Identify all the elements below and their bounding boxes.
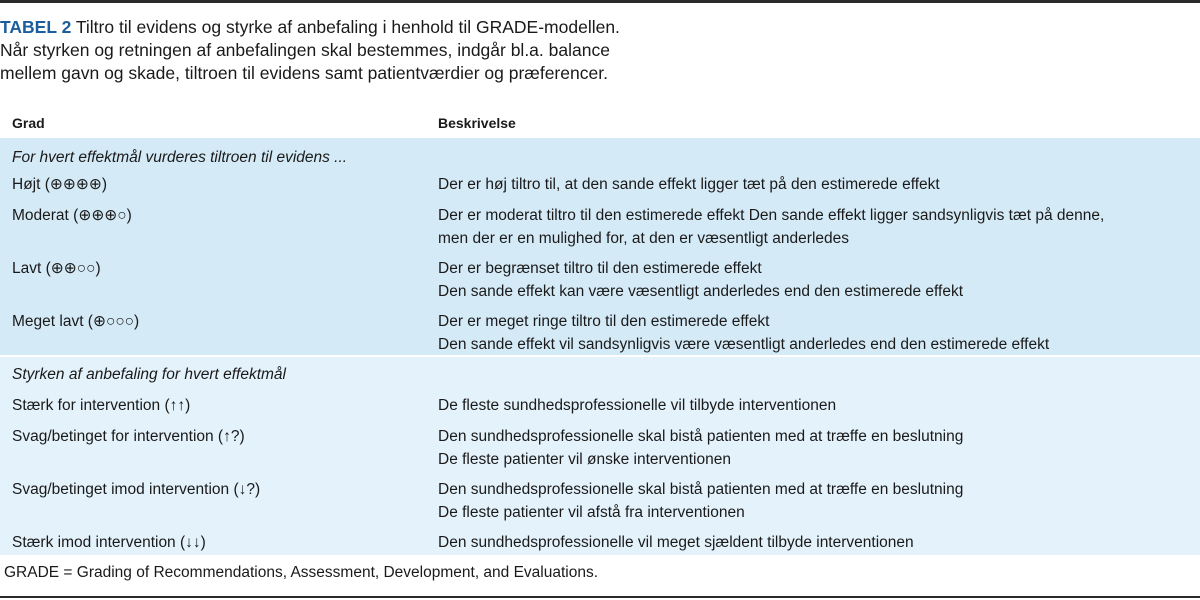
grade-cell: Stærk for intervention (↑↑) [12,397,191,414]
grade-cell: Lavt (⊕⊕○○) [12,260,101,277]
grade-cell: Svag/betinget imod intervention (↓?) [12,481,261,498]
description-line: Den sundhedsprofessionelle vil meget sjældent tilbyde interventionen [438,534,914,551]
grade-cell: Moderat (⊕⊕⊕○) [12,207,132,224]
description-line: De fleste patienter vil afstå fra interventionen [438,504,745,521]
description-line: men der er en mulighed for, at den er væsentligt anderledes [438,230,849,247]
grade-cell: Stærk imod intervention (↓↓) [12,534,206,551]
caption-line-1 [0,16,1200,39]
description-line: Der er begrænset tiltro til den estimerede effekt [438,260,762,277]
description-line: De fleste patienter vil ønske interventionen [438,451,731,468]
description-cell [438,257,1198,303]
description-cell [438,394,1198,417]
grade-cell: Svag/betinget for intervention (↑?) [12,428,245,445]
description-line: Den sande effekt vil sandsynligvis være væsentligt anderledes end den estimerede effekt [438,336,1050,353]
top-rule [0,0,1200,3]
header-grade: Grad [12,115,45,131]
caption-line-3: mellem gavn og skade, tiltroen til evidens samt patientværdier og præferencer. [0,63,608,83]
section-recommendation [0,357,1200,555]
description-cell [438,173,1198,196]
grade-cell: Højt (⊕⊕⊕⊕) [12,176,107,193]
description-line: Der er meget ringe tiltro til den estimerede effekt [438,313,770,330]
description-line: Den sundhedsprofessionelle skal bistå patienten med at træffe en beslutning [438,428,964,445]
header-description: Beskrivelse [438,115,516,131]
description-cell [438,478,1198,524]
description-line: Den sande effekt kan være væsentligt anderledes end den estimerede effekt [438,283,964,300]
grade-cell: Meget lavt (⊕○○○) [12,313,140,330]
description-line: Der er høj tiltro til, at den sande effekt ligger tæt på den estimerede effekt [438,176,940,193]
description-cell [438,425,1198,471]
caption-line-2: Når styrken og retningen af anbefalingen skal bestemmes, indgår bl.a. balance [0,40,610,60]
description-cell [438,310,1198,356]
table-label: TABEL 2 [0,17,72,37]
section-evidence [0,138,1200,355]
description-line: Den sundhedsprofessionelle skal bistå patienten med at træffe en beslutning [438,481,964,498]
table-header [0,110,1200,136]
table-footnote: GRADE = Grading of Recommendations, Assessment, Development, and Evaluations. [4,564,599,581]
table-caption [0,16,1200,85]
description-cell [438,531,1198,554]
bottom-rule [0,596,1200,598]
description-line: De fleste sundhedsprofessionelle vil tilbyde interventionen [438,397,837,414]
description-cell [438,204,1198,250]
caption-text-1: Tiltro til evidens og styrke af anbefaling i henhold til GRADE-modellen. [75,17,620,37]
section-heading-text: Styrken af anbefaling for hvert effektmål [12,366,286,383]
description-line: Der er moderat tiltro til den estimerede effekt Den sande effekt ligger sandsynligvis tæt på denne, [438,207,1105,224]
section-heading-text: For hvert effektmål vurderes tiltroen til evidens ... [12,149,348,166]
